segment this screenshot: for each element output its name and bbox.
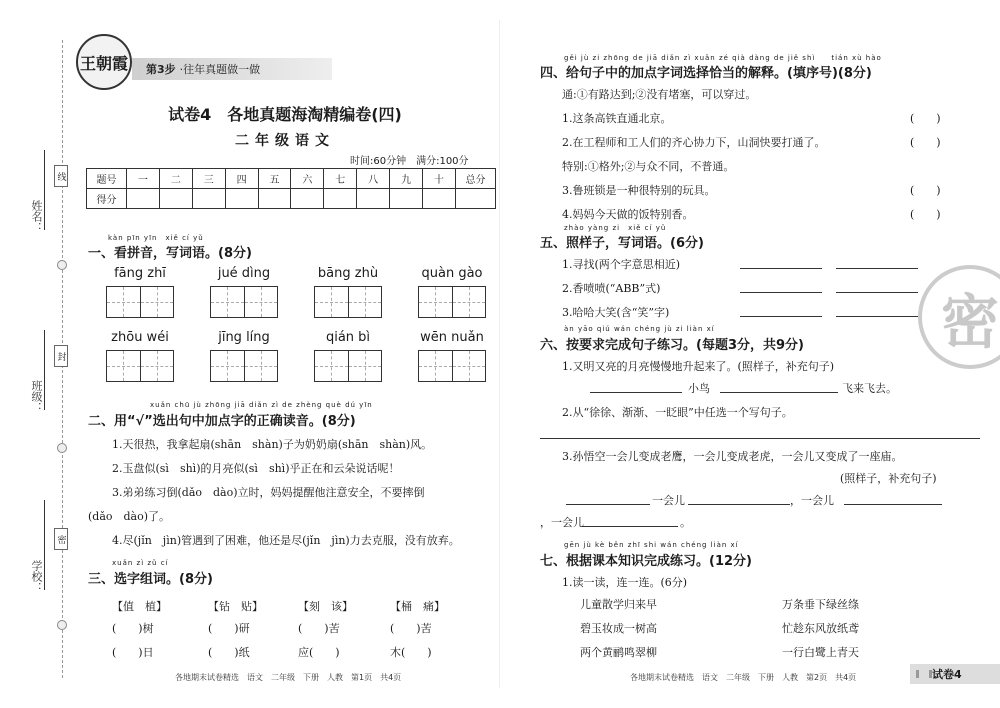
poem-line-left[interactable]: 儿童散学归来早 — [580, 598, 657, 611]
footer-right: 各地期末试卷精选 语文 二年级 下册 人教 第2页 共4页 — [630, 673, 857, 682]
word-blank[interactable]: ( )纸 — [208, 646, 250, 659]
s4-answer-2[interactable]: ( ) — [910, 136, 941, 149]
section-1-pinyin: kàn pīn yīn xiě cí yǔ — [108, 234, 204, 242]
school-label: 学校： — [30, 560, 43, 593]
s6-q3-once2: ，一会儿 — [790, 494, 834, 507]
score-header-cell: 一 — [127, 169, 160, 189]
character-grid[interactable] — [314, 350, 382, 382]
class-label: 班级： — [30, 380, 43, 413]
score-header-cell: 八 — [357, 169, 390, 189]
binding-hole — [57, 620, 67, 630]
section-7-pinyin: gēn jù kè běn zhī shi wán chéng liàn xí — [564, 541, 739, 549]
s6-question-3: 3.孙悟空一会儿变成老鹰，一会儿变成老虎，一会儿又变成了一座庙。 — [562, 450, 903, 463]
section-7-title: gēn jù kè běn zhī shi wán chéng liàn xí 七、根据课本知识完成练习。(12分) — [540, 541, 752, 569]
word-blank[interactable]: ( )苦 — [390, 622, 432, 635]
score-table-score-row — [87, 189, 496, 209]
character-grid[interactable] — [210, 286, 278, 318]
time-score-info: 时间:60分钟 满分:100分 — [350, 156, 469, 167]
step-number: 第3步 — [146, 63, 176, 76]
section-1-title: kàn pīn yīn xiě cí yǔ 一、看拼音，写词语。(8分) — [88, 234, 252, 261]
s5-question-3: 3.哈哈大笑(含“笑”字) — [562, 306, 670, 319]
score-header-cell: 十 — [423, 169, 456, 189]
word-blank[interactable]: 木( ) — [390, 646, 432, 659]
char-choice-pair: 【桶 痛】 — [390, 600, 445, 613]
s6-q1-bird: 小鸟 — [688, 382, 710, 395]
score-header-cell: 二 — [159, 169, 192, 189]
binding-hole — [57, 443, 67, 453]
s6-q3-once3: ，一会儿 — [540, 516, 584, 529]
character-grid[interactable] — [106, 350, 174, 382]
score-input-cell[interactable] — [258, 189, 291, 209]
section-4-title: gěi jù zi zhōng de jiā diǎn zì xuǎn zé qià dàng de jiě shì tián xù hào 四、给句子中的加点字词选择恰当的解释。(填序号)(8分) — [540, 54, 882, 81]
s4-question-2: 2.在工程师和工人们的齐心协力下，山洞快要打通了。 — [562, 136, 826, 149]
exam-title: 试卷4 各地真题海淘精编卷(四) — [168, 105, 402, 124]
s5-question-2: 2.香喷喷(“ABB”式) — [562, 282, 661, 295]
score-header-cell: 五 — [258, 169, 291, 189]
pinyin-word: wēn nuǎn — [420, 330, 484, 345]
s4-answer-4[interactable]: ( ) — [910, 208, 941, 221]
s6-answer-1a[interactable] — [590, 392, 682, 393]
word-blank[interactable]: ( )研 — [208, 622, 250, 635]
pinyin-word: jīng líng — [218, 330, 270, 345]
s2-question-3-cont: (dǎo dào)了。 — [88, 510, 171, 523]
score-input-cell[interactable] — [390, 189, 423, 209]
name-field[interactable] — [44, 150, 45, 230]
section-2-title: xuǎn chū jù zhōng jiā diǎn zì de zhèng què dú yīn 二、用“√”选出句中加点字的正确读音。(8分) — [88, 401, 373, 429]
score-table — [86, 168, 496, 209]
char-choice-pair: 【钻 贴】 — [208, 600, 263, 613]
poem-line-left[interactable]: 碧玉妆成一树高 — [580, 622, 657, 635]
footer-left: 各地期末试卷精选 语文 二年级 下册 人教 第1页 共4页 — [175, 673, 402, 682]
s2-question-3: 3.弟弟练习倒(dǎo dào)立时，妈妈提醒他注意安全，不要摔倒 — [112, 486, 425, 499]
s6-question-1: 1.又明又亮的月亮慢慢地升起来了。(照样子，补充句子) — [562, 360, 835, 373]
section-3-title: xuǎn zì zǔ cí 三、选字组词。(8分) — [88, 559, 213, 587]
s6-question-3-note: (照样子，补充句子) — [840, 472, 937, 485]
s6-answer-3b[interactable] — [688, 504, 790, 505]
score-input-cell[interactable] — [456, 189, 496, 209]
s2-question-4: 4.尽(jǐn jìn)管遇到了困难，他还是尽(jǐn jìn)力去克服，没有放弃。 — [112, 534, 460, 547]
binding-mark-line: 线 — [54, 165, 68, 187]
score-header-cell: 总分 — [456, 169, 496, 189]
score-input-cell[interactable] — [423, 189, 456, 209]
s6-answer-3c[interactable] — [844, 504, 942, 505]
score-input-cell[interactable] — [127, 189, 160, 209]
s6-answer-1b[interactable] — [720, 392, 838, 393]
s6-q3-once1: 一会儿 — [652, 494, 685, 507]
poem-line-right[interactable]: 一行白鹭上青天 — [782, 646, 859, 659]
s4-question-3: 3.鲁班锁是一种很特别的玩具。 — [562, 184, 716, 197]
score-header-cell: 七 — [324, 169, 357, 189]
s6-answer-3d[interactable] — [582, 526, 678, 527]
pinyin-word: quàn gào — [421, 266, 483, 281]
pinyin-word: qián bì — [325, 330, 371, 345]
char-choice-pair: 【值 植】 — [112, 600, 167, 613]
s6-answer-3a[interactable] — [566, 504, 650, 505]
word-blank[interactable]: ( )苦 — [298, 622, 340, 635]
right-page — [500, 0, 1000, 708]
s5-answer-1a[interactable] — [740, 268, 822, 269]
binding-mark-secret: 密 — [54, 528, 68, 550]
pinyin-word: fāng zhī — [114, 266, 166, 281]
section-6-pinyin: àn yāo qiú wán chéng jù zi liàn xí — [564, 325, 715, 333]
s7-subquestion-1: 1.读一读，连一连。(6分) — [562, 576, 688, 589]
s2-question-1: 1.天很热，我拿起扇(shān shàn)子为奶奶扇(shān shàn)风。 — [112, 438, 433, 451]
step-text: ·往年真题做一做 — [179, 63, 261, 76]
score-input-cell[interactable] — [159, 189, 192, 209]
score-header-cell: 题号 — [87, 169, 127, 189]
exam-tag: 试卷4 — [910, 664, 1000, 684]
score-header-cell: 九 — [390, 169, 423, 189]
pinyin-word: jué dìng — [217, 266, 271, 281]
character-grid[interactable] — [210, 350, 278, 382]
section-2-pinyin: xuǎn chū jù zhōng jiā diǎn zì de zhèng què dú yīn — [150, 401, 373, 409]
class-field[interactable] — [44, 330, 45, 410]
score-header-cell: 六 — [291, 169, 324, 189]
section-4-pinyin: gěi jù zi zhōng de jiā diǎn zì xuǎn zé qià dàng de jiě shì tián xù hào — [564, 54, 882, 62]
s6-answer-2[interactable] — [540, 438, 980, 439]
score-input-cell[interactable] — [357, 189, 390, 209]
score-input-cell[interactable] — [324, 189, 357, 209]
character-grid[interactable] — [106, 286, 174, 318]
s4-definition-1: 通:①有路达到;②没有堵塞，可以穿过。 — [562, 88, 757, 101]
score-input-cell[interactable] — [225, 189, 258, 209]
s4-question-4: 4.妈妈今天做的饭特别香。 — [562, 208, 694, 221]
score-input-cell[interactable] — [192, 189, 225, 209]
school-field[interactable] — [44, 500, 45, 590]
name-label: 姓名： — [30, 200, 43, 233]
section-6-title: àn yāo qiú wán chéng jù zi liàn xí 六、按要求完成句子练习。(每题3分，共9分) — [540, 325, 804, 353]
s5-question-1: 1.寻找(两个字意思相近) — [562, 258, 681, 271]
section-5-pinyin: zhào yàng zi xiě cí yǔ — [564, 224, 667, 232]
poem-line-right[interactable]: 万条垂下绿丝绦 — [782, 598, 859, 611]
score-header-cell: 三 — [192, 169, 225, 189]
s2-question-2: 2.玉盘似(sì shì)的月亮似(sì shì)乎正在和云朵说话呢！ — [112, 462, 400, 475]
pinyin-word: zhōu wéi — [111, 330, 169, 345]
score-label-cell: 得分 — [87, 189, 127, 209]
char-choice-pair: 【刻 该】 — [298, 600, 353, 613]
pinyin-word: bāng zhù — [317, 266, 379, 281]
secret-seal-watermark: 密 — [918, 265, 1000, 369]
word-blank[interactable]: ( )日 — [112, 646, 154, 659]
s4-question-1: 1.这条高铁直通北京。 — [562, 112, 672, 125]
score-table-header-row — [87, 169, 496, 189]
poem-line-right[interactable]: 忙趁东风放纸鸢 — [782, 622, 859, 635]
s4-answer-3[interactable]: ( ) — [910, 184, 941, 197]
s6-q3-end: 。 — [680, 516, 691, 529]
s5-answer-2a[interactable] — [740, 292, 822, 293]
binding-mark-seal: 封 — [54, 345, 68, 367]
s4-answer-1[interactable]: ( ) — [910, 112, 941, 125]
word-blank[interactable]: ( )树 — [112, 622, 154, 635]
brand-logo: 王朝霞 — [76, 34, 132, 90]
s6-question-2: 2.从“徐徐、渐渐、一眨眼”中任选一个写句子。 — [562, 406, 793, 419]
score-header-cell: 四 — [225, 169, 258, 189]
character-grid[interactable] — [314, 286, 382, 318]
s4-definition-2: 特别:①格外;②与众不同，不普通。 — [562, 160, 735, 173]
character-grid[interactable] — [418, 286, 486, 318]
step-banner — [132, 58, 332, 80]
character-grid[interactable] — [418, 350, 486, 382]
s5-answer-1b[interactable] — [836, 268, 918, 269]
s6-q1-tail: 飞来飞去。 — [842, 382, 897, 395]
section-5-title: zhào yàng zi xiě cí yǔ 五、照样子，写词语。(6分) — [540, 224, 704, 251]
exam-subtitle: 二年级语文 — [235, 133, 335, 149]
binding-hole — [57, 260, 67, 270]
s5-answer-3b[interactable] — [836, 316, 918, 317]
score-input-cell[interactable] — [291, 189, 324, 209]
poem-line-left[interactable]: 两个黄鹂鸣翠柳 — [580, 646, 657, 659]
s5-answer-3a[interactable] — [740, 316, 822, 317]
s5-answer-2b[interactable] — [836, 292, 918, 293]
section-3-pinyin: xuǎn zì zǔ cí — [112, 559, 169, 567]
word-blank[interactable]: 应( ) — [298, 646, 340, 659]
